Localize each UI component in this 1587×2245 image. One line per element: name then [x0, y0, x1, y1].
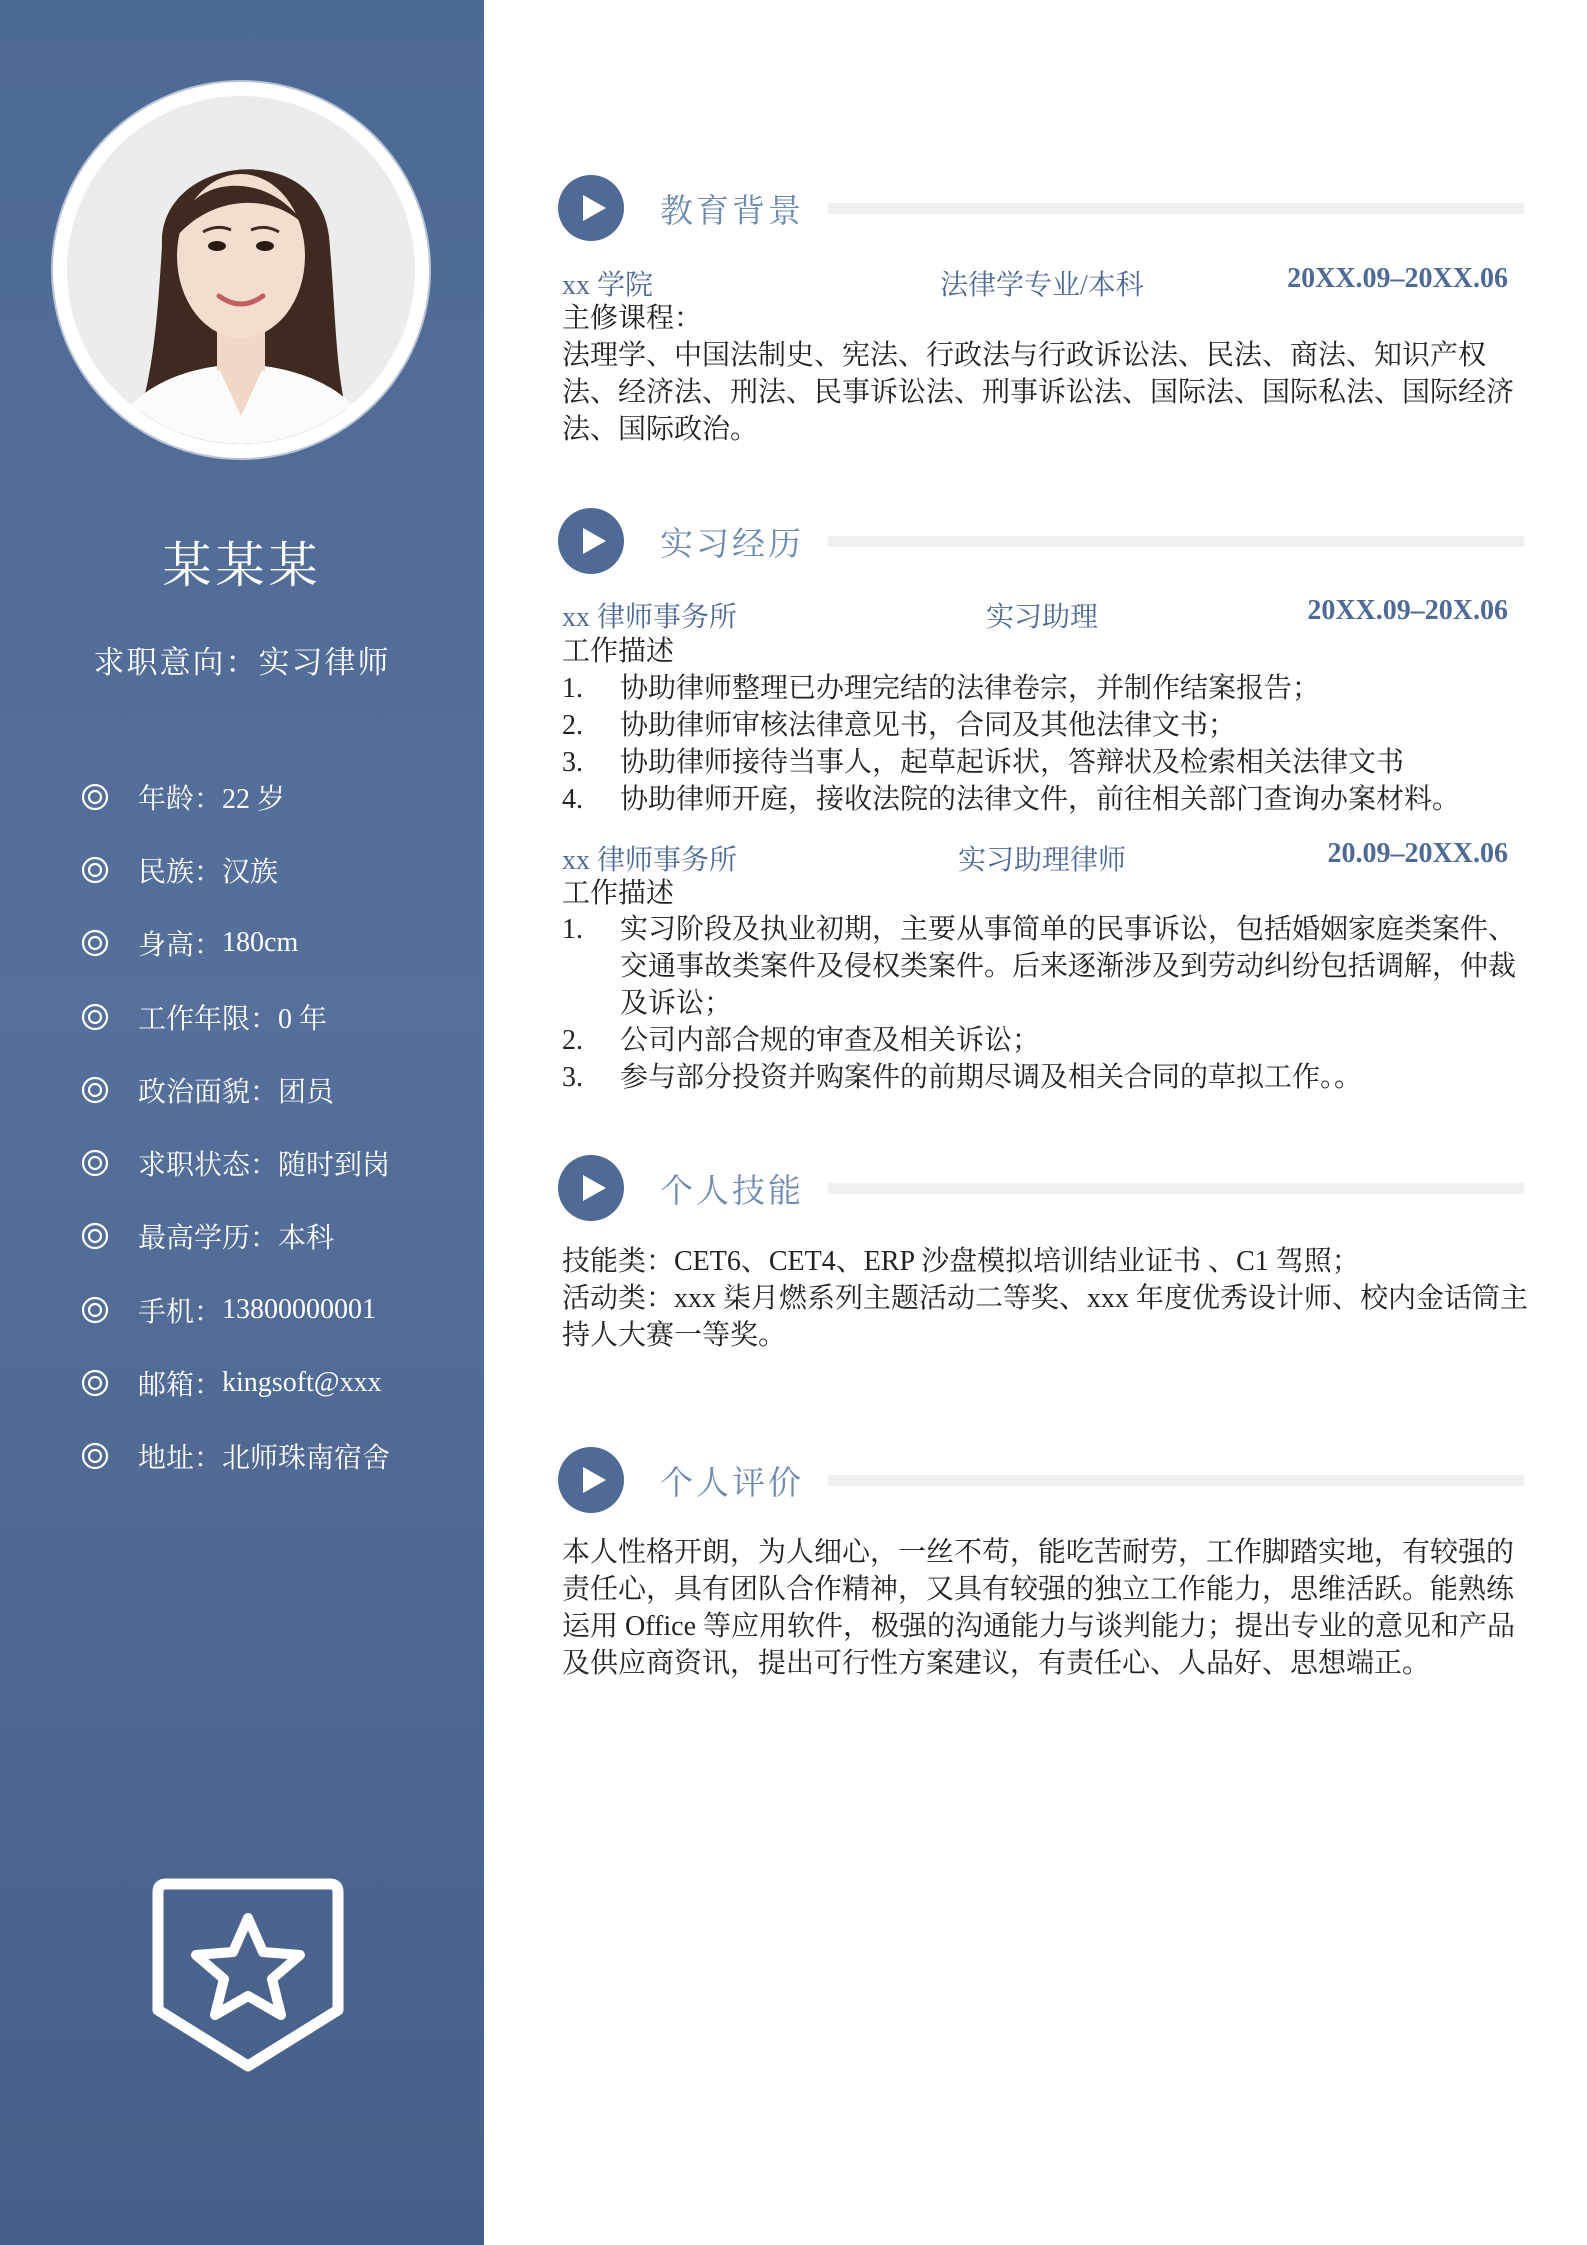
school-name: xx 学院 — [562, 270, 654, 301]
double-circle-bullet-icon — [80, 928, 110, 958]
play-circle-icon — [558, 1155, 624, 1221]
info-label: 手机： — [138, 1294, 223, 1328]
duty-text: 协助律师开庭，接收法院的法律文件，前往相关部门查询办案材料。 — [620, 784, 1461, 815]
star-shield-icon — [148, 1870, 348, 2076]
duty-number: 2. — [562, 710, 583, 741]
info-item — [80, 1126, 390, 1199]
section-internship-header — [558, 508, 1524, 578]
info-value: 随时到岗 — [278, 1150, 391, 1182]
job-date: 20.09–20XX.06 — [1327, 838, 1508, 869]
double-circle-bullet-icon — [80, 1221, 110, 1251]
evaluation-text: 本人性格开朗，为人细心，一丝不苟，能吃苦耐劳，工作脚踏实地，有较强的责任心，具有团队合作精神，又具有较强的独立工作能力，思维活跃。能熟练运用 Office 等应用软件，极强的沟通能力与谈判能力；提出专业的意见和产品及供应商资讯，提出可行性方案建议，有责任心、人品好、思想端正。 — [562, 1537, 1516, 1679]
double-circle-bullet-icon — [80, 1075, 110, 1105]
info-label: 最高学历： — [138, 1221, 279, 1255]
portrait-image — [67, 96, 415, 444]
info-item — [80, 1053, 390, 1126]
info-value: 13800000001 — [222, 1293, 377, 1325]
duty-item — [562, 1022, 1528, 1059]
double-circle-bullet-icon — [80, 1002, 110, 1032]
candidate-name: 某某某 — [162, 537, 322, 594]
info-item — [80, 760, 390, 833]
info-label: 年龄： — [138, 781, 223, 815]
profile-photo-frame — [53, 82, 429, 458]
job-org: xx 律师事务所 — [562, 602, 738, 633]
double-circle-bullet-icon — [80, 782, 110, 812]
duty-text: 协助律师接待当事人，起草起诉状，答辩状及检索相关法律文书 — [620, 747, 1405, 778]
info-item — [80, 1273, 390, 1346]
duty-number: 2. — [562, 1025, 583, 1056]
courses-text: 法理学、中国法制史、宪法、行政法与行政诉讼法、民法、商法、知识产权法、经济法、刑法、民事诉讼法、刑事诉讼法、国际法、国际私法、国际经济法、国际政治。 — [562, 340, 1515, 445]
education-row — [562, 263, 1508, 301]
duty-item — [562, 707, 1532, 744]
sidebar — [0, 0, 484, 2245]
duty-item — [562, 1059, 1528, 1096]
job-org: xx 律师事务所 — [562, 845, 738, 876]
double-circle-bullet-icon — [80, 1441, 110, 1471]
info-label: 地址： — [138, 1441, 223, 1475]
play-circle-icon — [558, 1447, 624, 1513]
personal-info-list — [80, 760, 390, 1493]
profile-photo — [67, 96, 415, 444]
job-role: 实习助理 — [986, 602, 1099, 633]
info-item — [80, 980, 390, 1053]
section-divider — [828, 1475, 1524, 1486]
section-evaluation-header — [558, 1447, 1524, 1517]
info-label: 工作年限： — [138, 1001, 279, 1035]
info-label: 政治面貌： — [138, 1074, 279, 1108]
courses-label: 主修课程： — [562, 303, 703, 334]
job-duty-list — [562, 670, 1532, 818]
section-title-internship: 实习经历 — [660, 524, 804, 563]
section-title-skills: 个人技能 — [660, 1171, 804, 1210]
duty-text: 协助律师整理已办理完结的法律卷宗，并制作结案报告； — [620, 673, 1321, 704]
double-circle-bullet-icon — [80, 855, 110, 885]
info-item — [80, 1200, 390, 1273]
duty-number: 3. — [562, 747, 583, 778]
play-circle-icon — [558, 508, 624, 574]
double-circle-bullet-icon — [80, 1295, 110, 1325]
info-value: 0 年 — [278, 1003, 328, 1035]
section-divider — [828, 1183, 1524, 1194]
section-divider — [828, 536, 1524, 547]
section-title-evaluation: 个人评价 — [660, 1463, 804, 1502]
job-row-1 — [562, 595, 1508, 633]
job-intent — [0, 637, 484, 682]
info-item — [80, 907, 390, 980]
job-desc-label: 工作描述 — [562, 636, 675, 667]
duty-item — [562, 781, 1532, 818]
info-value: 汉族 — [222, 856, 279, 888]
duty-item — [562, 911, 1528, 1022]
double-circle-bullet-icon — [80, 1148, 110, 1178]
duty-number: 1. — [562, 914, 583, 945]
duty-item — [562, 670, 1532, 707]
info-item — [80, 833, 390, 906]
info-value: 22 岁 — [222, 783, 286, 815]
info-label: 邮箱： — [138, 1368, 223, 1402]
duty-text: 参与部分投资并购案件的前期尽调及相关合同的草拟工作。。 — [620, 1062, 1363, 1093]
major: 法律学专业/本科 — [940, 270, 1144, 301]
info-value: kingsoft@xxx — [222, 1367, 382, 1399]
info-value: 团员 — [278, 1076, 335, 1108]
info-label: 民族： — [138, 854, 223, 888]
duty-number: 1. — [562, 673, 583, 704]
duty-text: 实习阶段及执业初期，主要从事简单的民事诉讼，包括婚姻家庭类案件、交通事故类案件及侵权类案件。后来逐渐涉及到劳动纠纷包括调解，仲裁及诉讼； — [620, 914, 1517, 1019]
info-label: 身高： — [138, 928, 223, 962]
job-intent-value: 实习律师 — [258, 645, 391, 681]
info-value: 北师珠南宿舍 — [222, 1443, 391, 1475]
play-circle-icon — [558, 175, 624, 241]
education-date: 20XX.09–20XX.06 — [1287, 263, 1508, 294]
job-row-2 — [562, 838, 1508, 876]
info-value: 本科 — [278, 1223, 335, 1255]
double-circle-bullet-icon — [80, 1368, 110, 1398]
job-date: 20XX.09–20X.06 — [1307, 595, 1508, 626]
section-divider — [828, 203, 1524, 214]
skills-line-2: 活动类：xxx 柒月燃系列主题活动二等奖、xxx 年度优秀设计师、校内金话筒主持人大赛一等奖。 — [562, 1283, 1529, 1351]
job-intent-label: 求职意向： — [93, 645, 259, 681]
job-desc-label: 工作描述 — [562, 878, 675, 909]
info-item — [80, 1346, 390, 1419]
duty-text: 协助律师审核法律意见书，合同及其他法律文书； — [620, 710, 1237, 741]
duty-item — [562, 744, 1532, 781]
duty-number: 3. — [562, 1062, 583, 1093]
info-value: 180cm — [222, 927, 299, 959]
info-label: 求职状态： — [138, 1148, 279, 1182]
section-skills-header — [558, 1155, 1524, 1225]
info-item — [80, 1420, 390, 1493]
section-title-education: 教育背景 — [660, 191, 804, 230]
job-role: 实习助理律师 — [958, 845, 1127, 876]
section-education-header — [558, 175, 1524, 245]
duty-text: 公司内部合规的审查及相关诉讼； — [620, 1025, 1041, 1056]
duty-number: 4. — [562, 784, 583, 815]
job-duty-list — [562, 911, 1528, 1096]
skills-line-1: 技能类：CET6、CET4、ERP 沙盘模拟培训结业证书 、C1 驾照； — [562, 1246, 1360, 1277]
